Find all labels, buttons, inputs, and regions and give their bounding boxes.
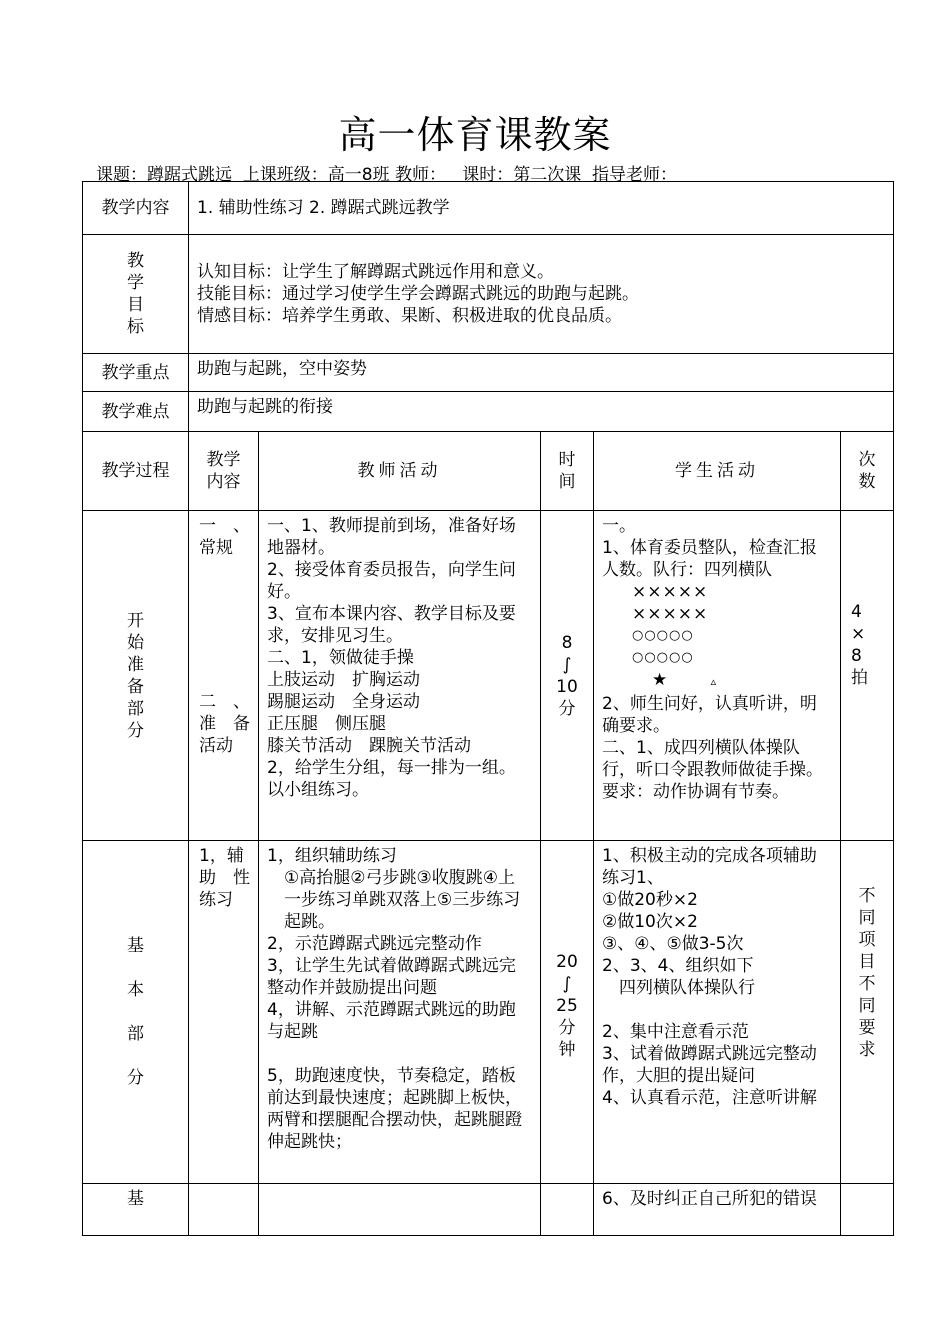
header-process: 教学过程 (83, 432, 189, 511)
key-row (83, 354, 894, 392)
start-section-row (83, 511, 894, 841)
difficulty-value: 助跑与起跳的衔接 (189, 392, 894, 432)
lesson-plan-table (82, 181, 894, 1236)
content-value: 1. 辅助性练习 2. 蹲踞式跳远教学 (189, 182, 894, 235)
header-student: 学生活动 (594, 432, 841, 511)
basic-count: 不 同 项 目 不 同 要 求 (841, 841, 894, 1184)
start-time: 8 ∫ 10 分 (541, 511, 594, 841)
process-header-row (83, 432, 894, 511)
basic-content: 1，辅 助 性 练习 (189, 841, 259, 1184)
start-content: 一 、 常规 二 、 准 备 活动 (189, 511, 259, 841)
basic-label: 基 本 部 分 (83, 841, 189, 1184)
basic-continued-count (841, 1184, 894, 1236)
start-student-activity: 一。 1、体育委员整队，检查汇报 人数。队行：四列横队 ××××× ××××× ○○○○○ ○○○○○ ★ ▵ 2、师生问好，认真听讲，明 确要求。 二、1、成四列横队体操队 行，听口令跟教师做徒手操。 要求：动作协调有节奏。 (594, 511, 841, 841)
goals-list (189, 235, 894, 354)
lesson-info-line: 课题：蹲踞式跳远 上课班级：高一8班 教师： 课时：第二次课 指导老师： (96, 165, 678, 185)
basic-continued-student: 6、及时纠正自己所犯的错误 (594, 1184, 841, 1236)
content-row (83, 182, 894, 235)
teacher-star-icon: ★ (652, 670, 668, 690)
goals-row (83, 235, 894, 354)
formation-row-x2: ××××× (632, 604, 709, 624)
goal-skill: 技能目标：通过学习使学生学会蹲踞式跳远的助跑与起跳。 (197, 284, 639, 304)
difficulty-row (83, 392, 894, 432)
key-value: 助跑与起跳，空中姿势 (189, 354, 894, 392)
basic-continued-teacher (259, 1184, 541, 1236)
basic-time: 20 ∫ 25 分 钟 (541, 841, 594, 1184)
content-label: 教学内容 (83, 182, 189, 235)
goal-cognitive: 认知目标：让学生了解蹲踞式跳远作用和意义。 (197, 262, 554, 282)
difficulty-label: 教学难点 (83, 392, 189, 432)
formation-row-o1: ○○○○○ (632, 628, 694, 643)
start-count: 4 × 8 拍 (841, 511, 894, 841)
basic-continued-label: 基 (83, 1184, 189, 1236)
header-count: 次 数 (841, 432, 894, 511)
basic-section-row (83, 841, 894, 1184)
goals-label: 教 学 目 标 (83, 235, 189, 354)
document-title: 高一体育课教案 (338, 113, 612, 157)
formation-row-o2: ○○○○○ (632, 650, 694, 665)
start-teacher-activity: 一、1、教师提前到场，准备好场 地器材。 2、接受体育委员报告，向学生问 好。 3、宣布本课内容、教学目标及要 求，安排见习生。 二、1，领做徒手操 上肢运动 扩胸运动 踢腿运动 全身运动 正压腿 侧压腿 膝关节活动 踝腕关节活动 2，给学生分组，每一排为一组。 以小组练习。 (259, 511, 541, 841)
header-content: 教学 内容 (189, 432, 259, 511)
start-label: 开 始 准 备 部 分 (83, 511, 189, 841)
basic-teacher-activity: 1，组织辅助练习 ①高抬腿②弓步跳③收腹跳④上 一步练习单跳双落上⑤三步练习 起跳。 2，示范蹲踞式跳远完整动作 3，让学生先试着做蹲踞式跳远完 整动作并鼓励提出问题 4，讲解、示范蹲踞式跳远的助跑 与起跳 5，助跑速度快，节奏稳定，踏板 前达到最快速度；起跳脚上板快， 两臂和摆腿配合摆动快，起跳腿蹬 伸起跳快； (259, 841, 541, 1184)
goal-affective: 情感目标：培养学生勇敢、果断、积极进取的优良品质。 (197, 306, 622, 326)
triangle-icon: ▵ (710, 675, 717, 688)
basic-continued-time (541, 1184, 594, 1236)
basic-student-activity: 1、积极主动的完成各项辅助 练习1、 ①做20秒×2 ②做10次×2 ③、④、⑤做3-5次 2、3、4、组织如下 四列横队体操队行 2、集中注意看示范 3、试着做蹲踞式跳远完整动 作，大胆的提出疑问 4、认真看示范，注意听讲解 (594, 841, 841, 1184)
basic-continued-content (189, 1184, 259, 1236)
key-label: 教学重点 (83, 354, 189, 392)
basic-continued-row (83, 1184, 894, 1236)
header-teacher: 教师活动 (259, 432, 541, 511)
formation-row-x1: ××××× (632, 582, 709, 602)
header-time: 时 间 (541, 432, 594, 511)
